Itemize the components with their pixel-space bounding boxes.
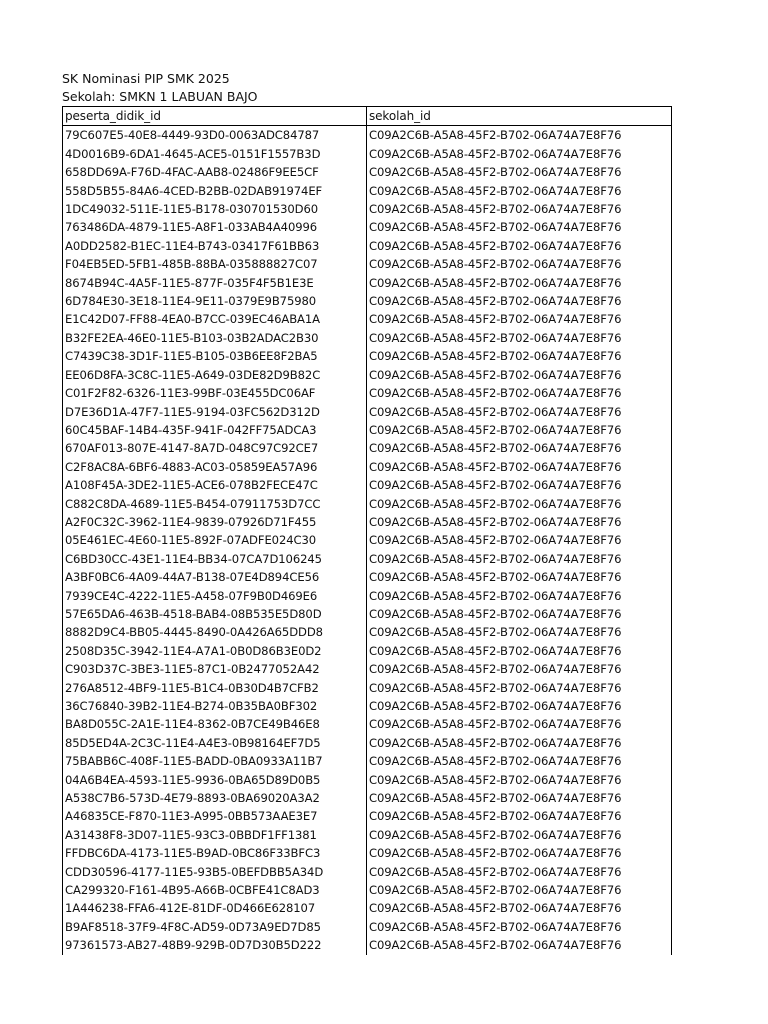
peserta-didik-id-cell: EE06D8FA-3C8C-11E5-A649-03DE82D9B82C [63,366,367,384]
peserta-didik-id-cell: 04A6B4EA-4593-11E5-9936-0BA65D89D0B5 [63,771,367,789]
column-header-peserta-didik-id: peserta_didik_id [63,107,367,126]
peserta-didik-id-cell: BA8D055C-2A1E-11E4-8362-0B7CE49B46E8 [63,715,367,733]
table-row [63,200,672,218]
peserta-didik-id-cell: C01F2F82-6326-11E3-99BF-03E455DC06AF [63,384,367,402]
table-header-row [63,107,672,126]
table-row [63,439,672,457]
peserta-didik-id-cell: C6BD30CC-43E1-11E4-BB34-07CA7D106245 [63,550,367,568]
table-row [63,550,672,568]
peserta-didik-id-cell: A0DD2582-B1EC-11E4-B743-03417F61BB63 [63,237,367,255]
table-row [63,771,672,789]
peserta-didik-id-cell: 558D5B55-84A6-4CED-B2BB-02DAB91974EF [63,182,367,200]
table-row [63,679,672,697]
peserta-didik-id-cell: A538C7B6-573D-4E79-8893-0BA69020A3A2 [63,789,367,807]
peserta-didik-id-cell: E1C42D07-FF88-4EA0-B7CC-039EC46ABA1A [63,310,367,328]
sekolah-id-cell: C09A2C6B-A5A8-45F2-B702-06A74A7E8F76 [367,292,672,310]
sekolah-id-cell: C09A2C6B-A5A8-45F2-B702-06A74A7E8F76 [367,421,672,439]
peserta-didik-id-cell: 670AF013-807E-4147-8A7D-048C97C92CE7 [63,439,367,457]
peserta-didik-id-cell: A31438F8-3D07-11E5-93C3-0BBDF1FF1381 [63,826,367,844]
sekolah-id-cell: C09A2C6B-A5A8-45F2-B702-06A74A7E8F76 [367,899,672,917]
peserta-didik-id-cell: 4D0016B9-6DA1-4645-ACE5-0151F1557B3D [63,145,367,163]
sekolah-id-cell: C09A2C6B-A5A8-45F2-B702-06A74A7E8F76 [367,734,672,752]
table-row [63,642,672,660]
sekolah-id-cell: C09A2C6B-A5A8-45F2-B702-06A74A7E8F76 [367,218,672,236]
table-row [63,587,672,605]
table-row [63,476,672,494]
peserta-didik-id-cell: C882C8DA-4689-11E5-B454-07911753D7CC [63,495,367,513]
table-row [63,237,672,255]
peserta-didik-id-cell: 1DC49032-511E-11E5-B178-030701530D60 [63,200,367,218]
peserta-didik-id-cell: D7E36D1A-47F7-11E5-9194-03FC562D312D [63,403,367,421]
sekolah-id-cell: C09A2C6B-A5A8-45F2-B702-06A74A7E8F76 [367,863,672,881]
peserta-didik-id-cell: B9AF8518-37F9-4F8C-AD59-0D73A9ED7D85 [63,918,367,936]
table-row [63,918,672,936]
sekolah-id-cell: C09A2C6B-A5A8-45F2-B702-06A74A7E8F76 [367,366,672,384]
peserta-didik-id-cell: CDD30596-4177-11E5-93B5-0BEFDBB5A34D [63,863,367,881]
document-page [62,70,672,955]
peserta-didik-id-cell: C903D37C-3BE3-11E5-87C1-0B2477052A42 [63,660,367,678]
sekolah-id-cell: C09A2C6B-A5A8-45F2-B702-06A74A7E8F76 [367,660,672,678]
table-row [63,126,672,145]
table-row [63,255,672,273]
table-row [63,458,672,476]
table-row [63,697,672,715]
table-row [63,826,672,844]
peserta-didik-id-cell: 8674B94C-4A5F-11E5-877F-035F4F5B1E3E [63,274,367,292]
sekolah-id-cell: C09A2C6B-A5A8-45F2-B702-06A74A7E8F76 [367,163,672,181]
sekolah-id-cell: C09A2C6B-A5A8-45F2-B702-06A74A7E8F76 [367,126,672,145]
sekolah-id-cell: C09A2C6B-A5A8-45F2-B702-06A74A7E8F76 [367,936,672,954]
school-line: Sekolah: SMKN 1 LABUAN BAJO [62,89,258,104]
peserta-didik-id-cell: 658DD69A-F76D-4FAC-AAB8-02486F9EE5CF [63,163,367,181]
table-row [63,789,672,807]
table-row [63,513,672,531]
table-row [63,568,672,586]
sekolah-id-cell: C09A2C6B-A5A8-45F2-B702-06A74A7E8F76 [367,347,672,365]
column-header-sekolah-id: sekolah_id [367,107,672,126]
peserta-didik-id-cell: 8882D9C4-BB05-4445-8490-0A426A65DDD8 [63,623,367,641]
peserta-didik-id-cell: 2508D35C-3942-11E4-A7A1-0B0D86B3E0D2 [63,642,367,660]
table-row [63,660,672,678]
peserta-didik-id-cell: 1A446238-FFA6-412E-81DF-0D466E628107 [63,899,367,917]
peserta-didik-id-cell: 6D784E30-3E18-11E4-9E11-0379E9B75980 [63,292,367,310]
table-row [63,274,672,292]
sekolah-id-cell: C09A2C6B-A5A8-45F2-B702-06A74A7E8F76 [367,274,672,292]
sekolah-id-cell: C09A2C6B-A5A8-45F2-B702-06A74A7E8F76 [367,495,672,513]
sekolah-id-cell: C09A2C6B-A5A8-45F2-B702-06A74A7E8F76 [367,237,672,255]
table-row [63,844,672,862]
sekolah-id-cell: C09A2C6B-A5A8-45F2-B702-06A74A7E8F76 [367,826,672,844]
peserta-didik-id-cell: 85D5ED4A-2C3C-11E4-A4E3-0B98164EF7D5 [63,734,367,752]
sekolah-id-cell: C09A2C6B-A5A8-45F2-B702-06A74A7E8F76 [367,642,672,660]
peserta-didik-id-cell: 276A8512-4BF9-11E5-B1C4-0B30D4B7CFB2 [63,679,367,697]
table-row [63,531,672,549]
peserta-didik-id-cell: A3BF0BC6-4A09-44A7-B138-07E4D894CE56 [63,568,367,586]
table-row [63,715,672,733]
peserta-didik-id-cell: 60C45BAF-14B4-435F-941F-042FF75ADCA3 [63,421,367,439]
sekolah-id-cell: C09A2C6B-A5A8-45F2-B702-06A74A7E8F76 [367,200,672,218]
table-row [63,292,672,310]
table-row [63,421,672,439]
peserta-didik-id-cell: 97361573-AB27-48B9-929B-0D7D30B5D222 [63,936,367,954]
table-row [63,752,672,770]
sekolah-id-cell: C09A2C6B-A5A8-45F2-B702-06A74A7E8F76 [367,587,672,605]
peserta-didik-id-cell: A108F45A-3DE2-11E5-ACE6-078B2FECE47C [63,476,367,494]
sekolah-id-cell: C09A2C6B-A5A8-45F2-B702-06A74A7E8F76 [367,439,672,457]
table-row [63,403,672,421]
table-row [63,863,672,881]
sekolah-id-cell: C09A2C6B-A5A8-45F2-B702-06A74A7E8F76 [367,329,672,347]
sekolah-id-cell: C09A2C6B-A5A8-45F2-B702-06A74A7E8F76 [367,568,672,586]
sekolah-id-cell: C09A2C6B-A5A8-45F2-B702-06A74A7E8F76 [367,458,672,476]
peserta-didik-id-cell: FFDBC6DA-4173-11E5-B9AD-0BC86F33BFC3 [63,844,367,862]
peserta-didik-id-cell: B32FE2EA-46E0-11E5-B103-03B2ADAC2B30 [63,329,367,347]
table-row [63,734,672,752]
sekolah-id-cell: C09A2C6B-A5A8-45F2-B702-06A74A7E8F76 [367,771,672,789]
sekolah-id-cell: C09A2C6B-A5A8-45F2-B702-06A74A7E8F76 [367,789,672,807]
sekolah-id-cell: C09A2C6B-A5A8-45F2-B702-06A74A7E8F76 [367,513,672,531]
table-row [63,329,672,347]
table-row [63,182,672,200]
sekolah-id-cell: C09A2C6B-A5A8-45F2-B702-06A74A7E8F76 [367,679,672,697]
table-row [63,347,672,365]
sekolah-id-cell: C09A2C6B-A5A8-45F2-B702-06A74A7E8F76 [367,550,672,568]
sekolah-id-cell: C09A2C6B-A5A8-45F2-B702-06A74A7E8F76 [367,807,672,825]
peserta-didik-id-cell: 763486DA-4879-11E5-A8F1-033AB4A40996 [63,218,367,236]
sekolah-id-cell: C09A2C6B-A5A8-45F2-B702-06A74A7E8F76 [367,403,672,421]
peserta-didik-id-cell: 05E461EC-4E60-11E5-892F-07ADFE024C30 [63,531,367,549]
sekolah-id-cell: C09A2C6B-A5A8-45F2-B702-06A74A7E8F76 [367,605,672,623]
peserta-didik-id-cell: C7439C38-3D1F-11E5-B105-03B6EE8F2BA5 [63,347,367,365]
sekolah-id-cell: C09A2C6B-A5A8-45F2-B702-06A74A7E8F76 [367,145,672,163]
table-row [63,145,672,163]
table-row [63,605,672,623]
sekolah-id-cell: C09A2C6B-A5A8-45F2-B702-06A74A7E8F76 [367,752,672,770]
peserta-didik-id-cell: A2F0C32C-3962-11E4-9839-07926D71F455 [63,513,367,531]
sekolah-id-cell: C09A2C6B-A5A8-45F2-B702-06A74A7E8F76 [367,476,672,494]
peserta-didik-id-cell: A46835CE-F870-11E3-A995-0BB573AAE3E7 [63,807,367,825]
table-row [63,623,672,641]
peserta-didik-id-cell: C2F8AC8A-6BF6-4883-AC03-05859EA57A96 [63,458,367,476]
table-row [63,881,672,899]
peserta-didik-id-cell: CA299320-F161-4B95-A66B-0CBFE41C8AD3 [63,881,367,899]
sekolah-id-cell: C09A2C6B-A5A8-45F2-B702-06A74A7E8F76 [367,255,672,273]
table-row [63,495,672,513]
peserta-didik-id-cell: 79C607E5-40E8-4449-93D0-0063ADC84787 [63,126,367,145]
peserta-didik-id-cell: 75BABB6C-408F-11E5-BADD-0BA0933A11B7 [63,752,367,770]
table-row [63,163,672,181]
peserta-didik-id-cell: 36C76840-39B2-11E4-B274-0B35BA0BF302 [63,697,367,715]
sekolah-id-cell: C09A2C6B-A5A8-45F2-B702-06A74A7E8F76 [367,182,672,200]
sekolah-id-cell: C09A2C6B-A5A8-45F2-B702-06A74A7E8F76 [367,844,672,862]
peserta-didik-id-cell: 57E65DA6-463B-4518-BAB4-08B535E5D80D [63,605,367,623]
nomination-table [62,106,672,955]
table-row [63,384,672,402]
table-row [63,310,672,328]
sekolah-id-cell: C09A2C6B-A5A8-45F2-B702-06A74A7E8F76 [367,310,672,328]
table-body [63,126,672,955]
table-row [63,899,672,917]
sekolah-id-cell: C09A2C6B-A5A8-45F2-B702-06A74A7E8F76 [367,881,672,899]
sekolah-id-cell: C09A2C6B-A5A8-45F2-B702-06A74A7E8F76 [367,918,672,936]
sekolah-id-cell: C09A2C6B-A5A8-45F2-B702-06A74A7E8F76 [367,531,672,549]
table-row [63,807,672,825]
sekolah-id-cell: C09A2C6B-A5A8-45F2-B702-06A74A7E8F76 [367,623,672,641]
table-row [63,936,672,954]
peserta-didik-id-cell: F04EB5ED-5FB1-485B-88BA-035888827C07 [63,255,367,273]
sekolah-id-cell: C09A2C6B-A5A8-45F2-B702-06A74A7E8F76 [367,697,672,715]
table-row [63,366,672,384]
table-row [63,218,672,236]
document-title: SK Nominasi PIP SMK 2025 [62,71,230,86]
peserta-didik-id-cell: 7939CE4C-4222-11E5-A458-07F9B0D469E6 [63,587,367,605]
sekolah-id-cell: C09A2C6B-A5A8-45F2-B702-06A74A7E8F76 [367,715,672,733]
sekolah-id-cell: C09A2C6B-A5A8-45F2-B702-06A74A7E8F76 [367,384,672,402]
